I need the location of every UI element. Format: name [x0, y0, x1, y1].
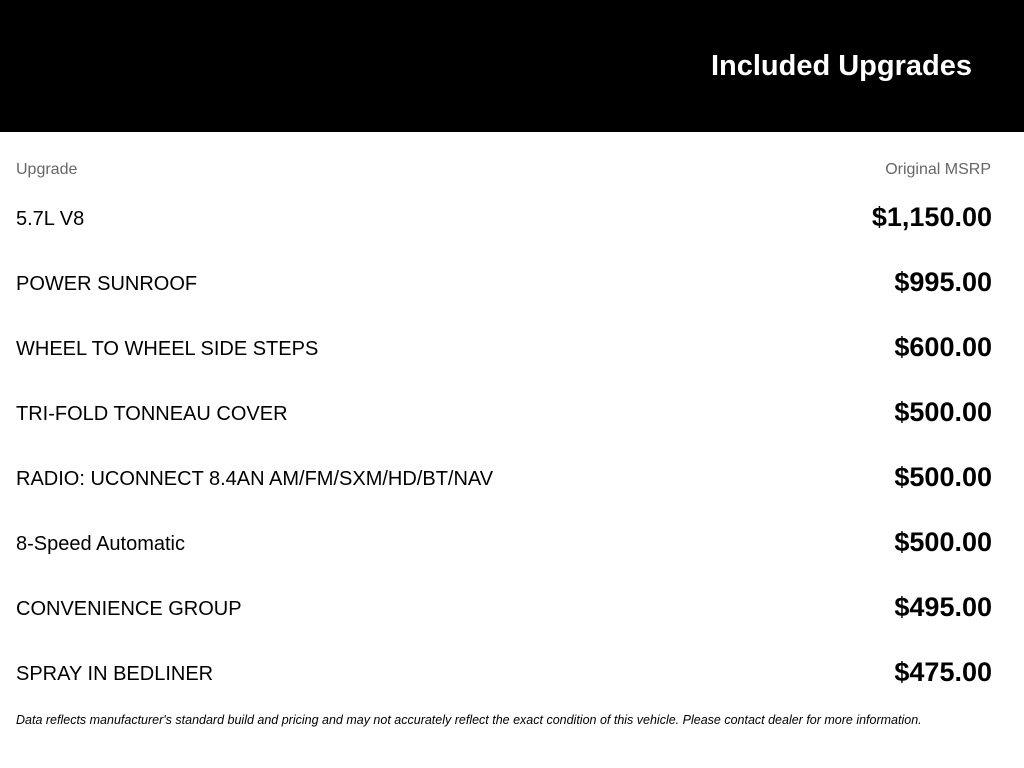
upgrade-row — [16, 260, 992, 325]
upgrade-price: $600.00 — [894, 332, 992, 362]
upgrade-price: $495.00 — [894, 592, 992, 622]
upgrade-name: SPRAY IN BEDLINER — [16, 663, 214, 685]
upgrade-row — [16, 585, 992, 650]
upgrade-name: POWER SUNROOF — [16, 273, 198, 295]
upgrade-price: $500.00 — [894, 397, 992, 427]
upgrade-row — [16, 195, 992, 260]
upgrade-name: RADIO: UCONNECT 8.4AN AM/FM/SXM/HD/BT/NAV — [16, 468, 494, 490]
upgrade-row — [16, 650, 992, 715]
upgrade-price: $1,150.00 — [871, 202, 992, 232]
disclaimer-text: Data reflects manufacturer's standard build and pricing and may not accurately reflect the exact condition of this vehicle. Please contact dealer for more information. — [16, 713, 922, 727]
upgrade-row — [16, 325, 992, 390]
upgrade-row — [16, 390, 992, 455]
upgrade-price: $500.00 — [894, 527, 992, 557]
column-header-msrp: Original MSRP — [885, 161, 991, 178]
page-title: Included Upgrades — [710, 50, 972, 82]
column-header-upgrade: Upgrade — [16, 161, 78, 178]
upgrade-name: TRI-FOLD TONNEAU COVER — [16, 403, 288, 425]
upgrade-price: $995.00 — [894, 267, 992, 297]
upgrade-row — [16, 455, 992, 520]
header-banner — [0, 0, 1024, 132]
upgrade-price: $500.00 — [894, 462, 992, 492]
upgrade-price: $475.00 — [894, 657, 992, 687]
upgrade-name: 8-Speed Automatic — [16, 533, 185, 555]
upgrade-list — [16, 195, 992, 715]
upgrade-name: WHEEL TO WHEEL SIDE STEPS — [16, 338, 319, 360]
upgrade-name: CONVENIENCE GROUP — [16, 598, 242, 620]
upgrade-row — [16, 520, 992, 585]
upgrade-name: 5.7L V8 — [16, 208, 85, 230]
